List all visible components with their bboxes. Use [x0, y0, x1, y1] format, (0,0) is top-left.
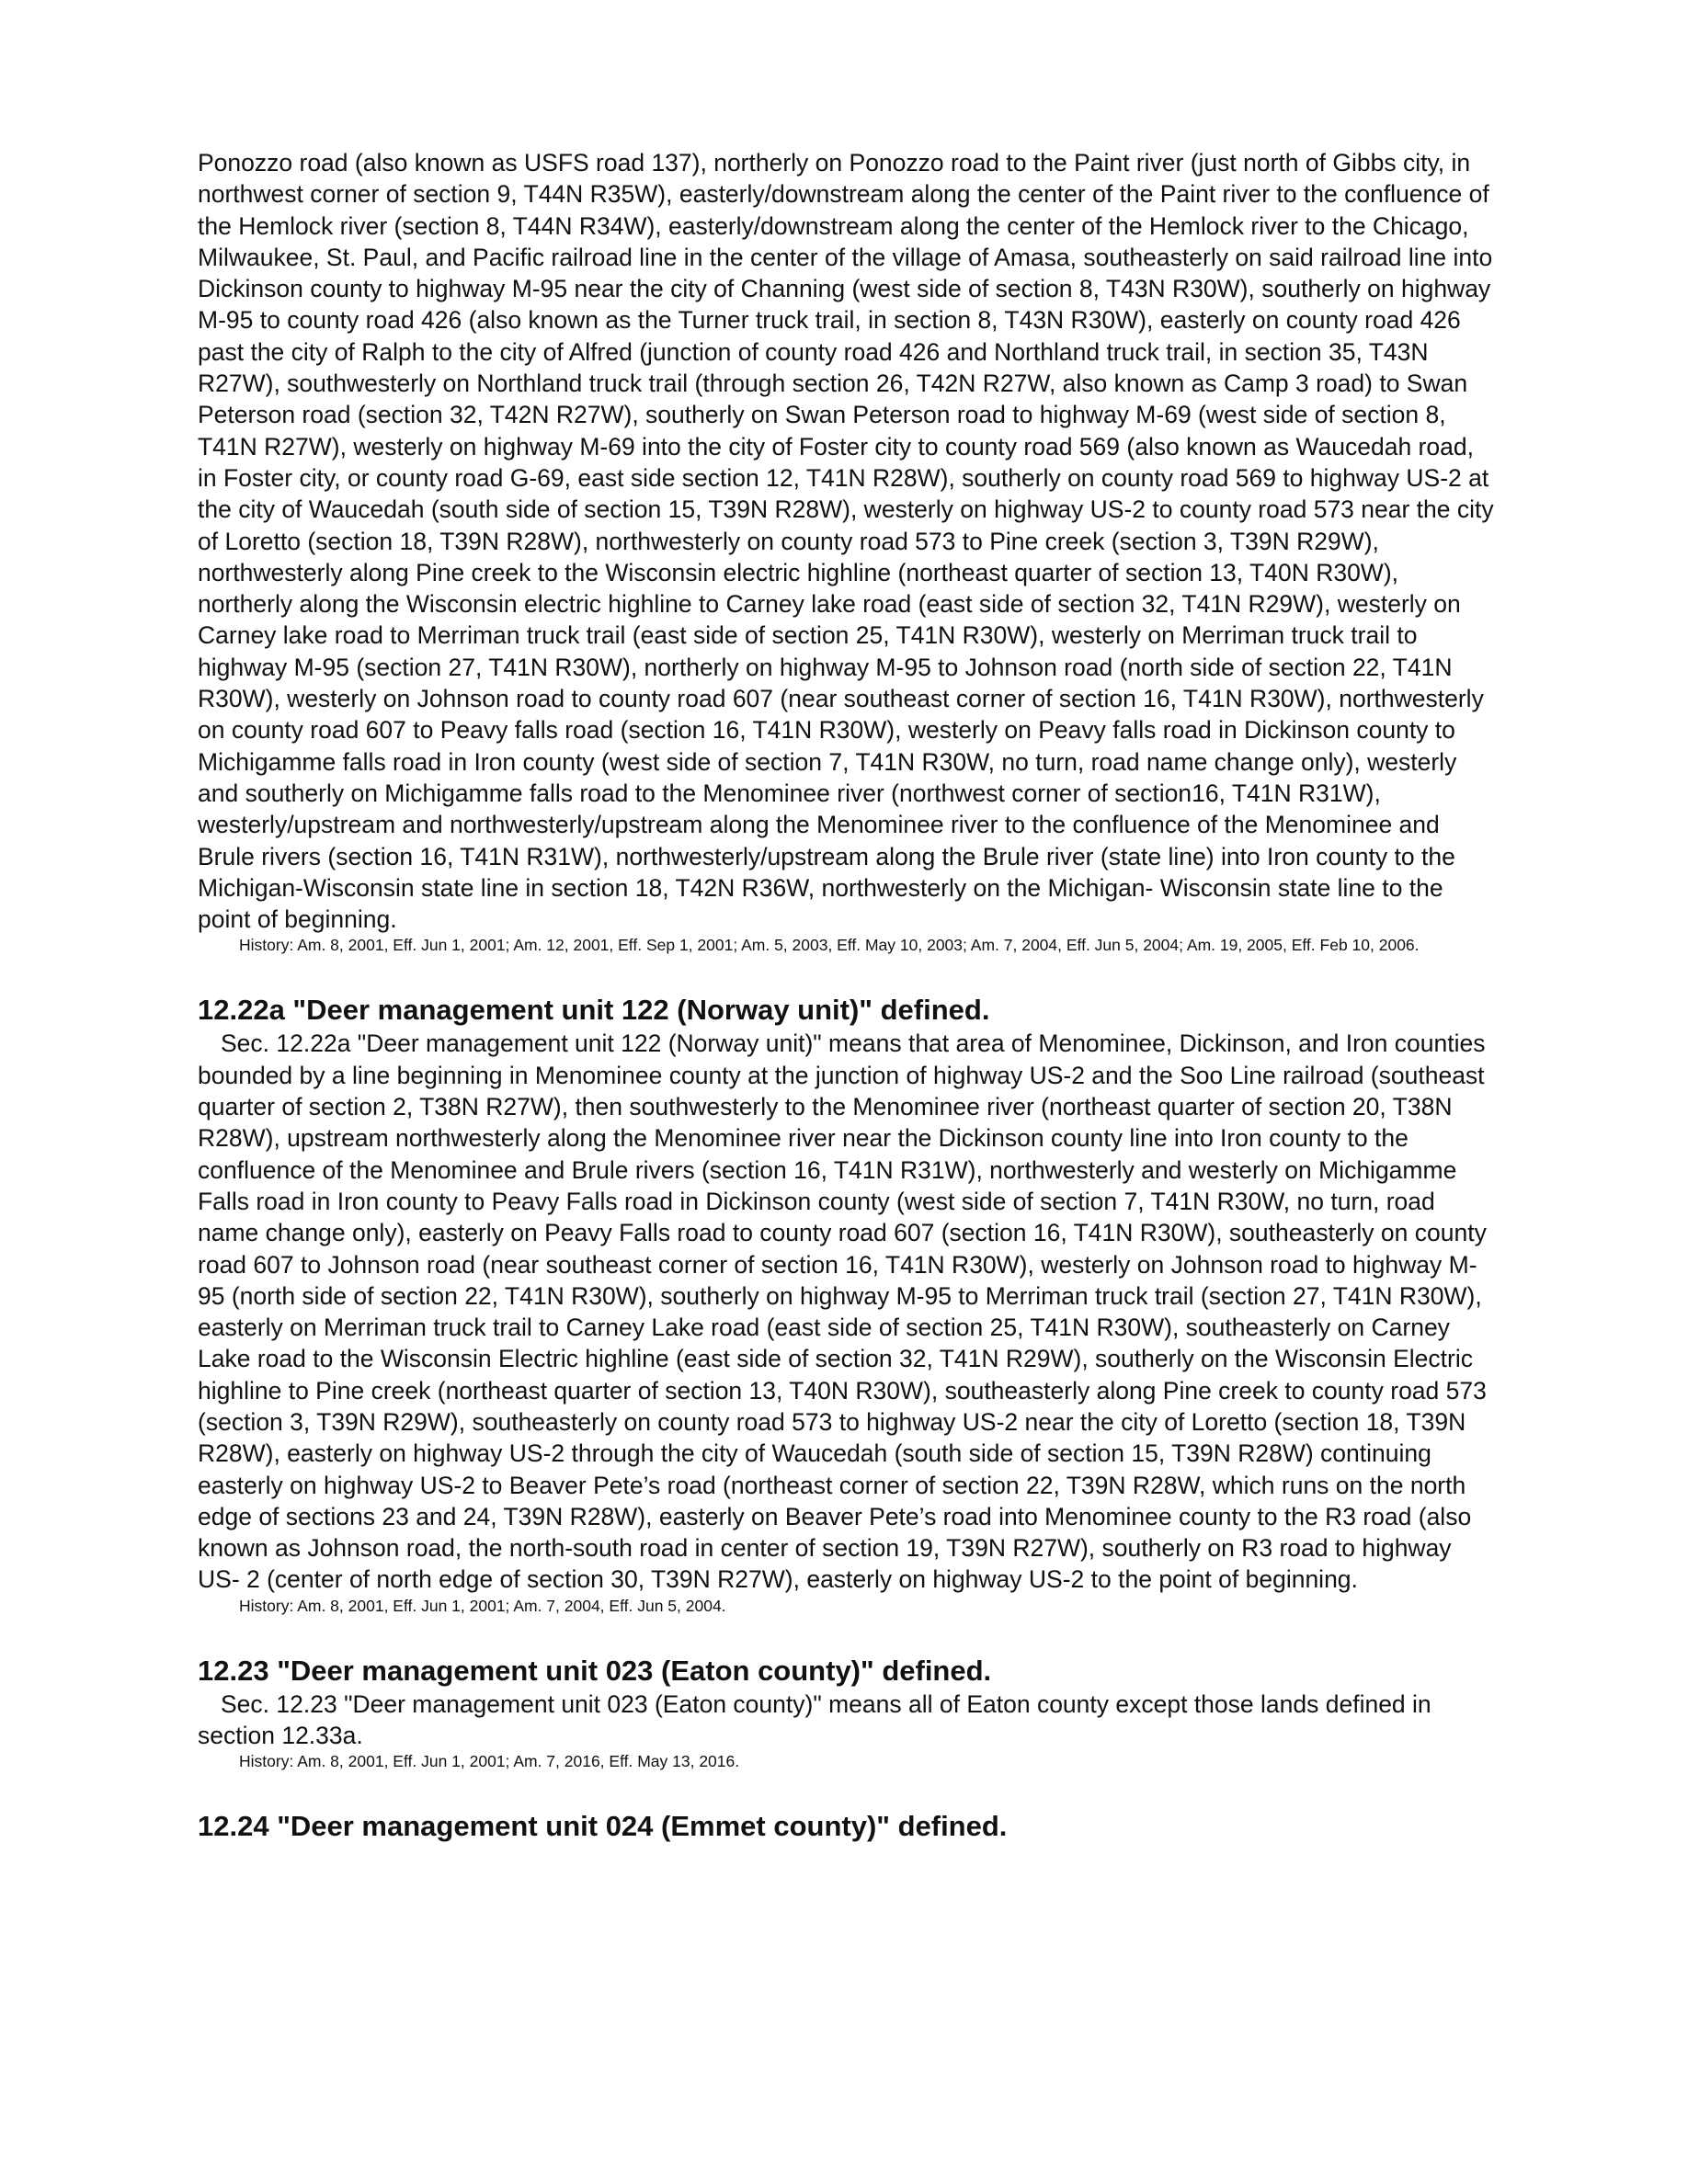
- section-body: Sec. 12.23 "Deer management unit 023 (Eaton county)" means all of Eaton county except those lands defined in section 12.33a.: [198, 1689, 1431, 1750]
- section-heading: 12.23 "Deer management unit 023 (Eaton county)" defined.: [198, 1654, 992, 1687]
- history-note: History: Am. 8, 2001, Eff. Jun 1, 2001; Am. 7, 2016, Eff. May 13, 2016.: [239, 1752, 740, 1771]
- section-heading: 12.24 "Deer management unit 024 (Emmet county)" defined.: [198, 1810, 1008, 1843]
- section-gap: [198, 956, 1494, 993]
- section-heading: 12.22a "Deer management unit 122 (Norway unit)" defined.: [198, 994, 990, 1027]
- section-gap: [198, 1617, 1494, 1654]
- continuation-paragraph: Ponozzo road (also known as USFS road 137), northerly on Ponozzo road to the Paint river (just north of Gibbs city, in northwest corner of section 9, T44N R35W), easterly/downstream along the center of the Paint river to the confluence of the Hemlock river (section 8, T44N R34W), easterly/downstream along the center of the Hemlock river to the Chicago, Milwaukee, St. Paul, and Pacific railroad line in the center of the village of Amasa, southeasterly on said railroad line into Dickinson county to highway M-95 near the city of Channing (west side of section 8, T43N R30W), southerly on highway M-95 to county road 426 (also known as the Turner truck trail, in section 8, T43N R30W), easterly on county road 426 past the city of Ralph to the city of Alfred (junction of county road 426 and Northland truck trail, in section 35, T43N R27W), southwesterly on Northland truck trail (through section 26, T42N R27W, also known as Camp 3 road) to Swan Peterson road (section 32, T42N R27W), southerly on Swan Peterson road to highway M-69 (west side of section 8, T41N R27W), westerly on highway M-69 into the city of Foster city to county road 569 (also known as Waucedah road, in Foster city, or county road G-69, east side section 12, T41N R28W), southerly on county road 569 to highway US-2 at the city of Waucedah (south side of section 15, T39N R28W), westerly on highway US-2 to county road 573 near the city of Loretto (section 18, T39N R28W), northwesterly on county road 573 to Pine creek (section 3, T39N R29W), northwesterly along Pine creek to the Wisconsin electric highline (northeast quarter of section 13, T40N R30W), northerly along the Wisconsin electric highline to Carney lake road (east side of section 32, T41N R29W), westerly on Carney lake road to Merriman truck trail (east side of section 25, T41N R30W), westerly on Merriman truck trail to highway M-95 (section 27, T41N R30W), northerly on highway M-95 to Johnson road (north side of section 22, T41N R30W), westerly on Johnson road to county road 607 (near southeast corner of section 16, T41N R30W), northwesterly on county road 607 to Peavy falls road (section 16, T41N R30W), westerly on Peavy falls road in Dickinson county to Michigamme falls road in Iron county (west side of section 7, T41N R30W, no turn, road name change only), westerly and southerly on Michigamme falls road to the Menominee river (northwest corner of section16, T41N R31W), westerly/upstream and northwesterly/upstream along the Menominee river to the confluence of the Menominee and Brule rivers (section 16, T41N R31W), northwesterly/upstream along the Brule river (state line) into Iron county to the Michigan-Wisconsin state line in section 18, T42N R36W, northwesterly on the Michigan- Wisconsin state line to the point of beginning.: [198, 149, 1494, 934]
- history-note: History: Am. 8, 2001, Eff. Jun 1, 2001; Am. 7, 2004, Eff. Jun 5, 2004.: [239, 1596, 726, 1615]
- section-gap: [198, 1772, 1494, 1809]
- history-note: History: Am. 8, 2001, Eff. Jun 1, 2001; Am. 12, 2001, Eff. Sep 1, 2001; Am. 5, 2003, Eff. May 10, 2003; Am. 7, 2004, Eff. Jun 5, 2004; Am. 19, 2005, Eff. Feb 10, 2006.: [239, 936, 1420, 955]
- document-page: [198, 147, 1494, 1844]
- section-body: Sec. 12.22a "Deer management unit 122 (Norway unit)" means that area of Menominee, Dickinson, and Iron counties bounded by a line beginning in Menominee county at the junction of highway US-2 and the Soo Line railroad (southeast quarter of section 2, T38N R27W), then southwesterly to the Menominee river (northeast quarter of section 20, T38N R28W), upstream northwesterly along the Menominee river near the Dickinson county line into Iron county to the confluence of the Menominee and Brule rivers (section 16, T41N R31W), northwesterly and westerly on Michigamme Falls road in Iron county to Peavy Falls road in Dickinson county (west side of section 7, T41N R30W, no turn, road name change only), easterly on Peavy Falls road to county road 607 (section 16, T41N R30W), southeasterly on county road 607 to Johnson road (near southeast corner of section 16, T41N R30W), westerly on Johnson road to highway M-95 (north side of section 22, T41N R30W), southerly on highway M-95 to Merriman truck trail (section 27, T41N R30W), easterly on Merriman truck trail to Carney Lake road (east side of section 25, T41N R30W), southeasterly on Carney Lake road to the Wisconsin Electric highline (east side of section 32, T41N R29W), southerly on the Wisconsin Electric highline to Pine creek (northeast quarter of section 13, T40N R30W), southeasterly along Pine creek to county road 573 (section 3, T39N R29W), southeasterly on county road 573 to highway US-2 near the city of Loretto (section 18, T39N R28W), easterly on highway US-2 through the city of Waucedah (south side of section 15, T39N R28W) continuing easterly on highway US-2 to Beaver Pete’s road (northeast corner of section 22, T39N R28W, which runs on the north edge of sections 23 and 24, T39N R28W), easterly on Beaver Pete’s road into Menominee county to the R3 road (also known as Johnson road, the north-south road in center of section 19, T39N R27W), southerly on R3 road to highway US- 2 (center of north edge of section 30, T39N R27W), easterly on highway US-2 to the point of beginning.: [198, 1029, 1487, 1594]
